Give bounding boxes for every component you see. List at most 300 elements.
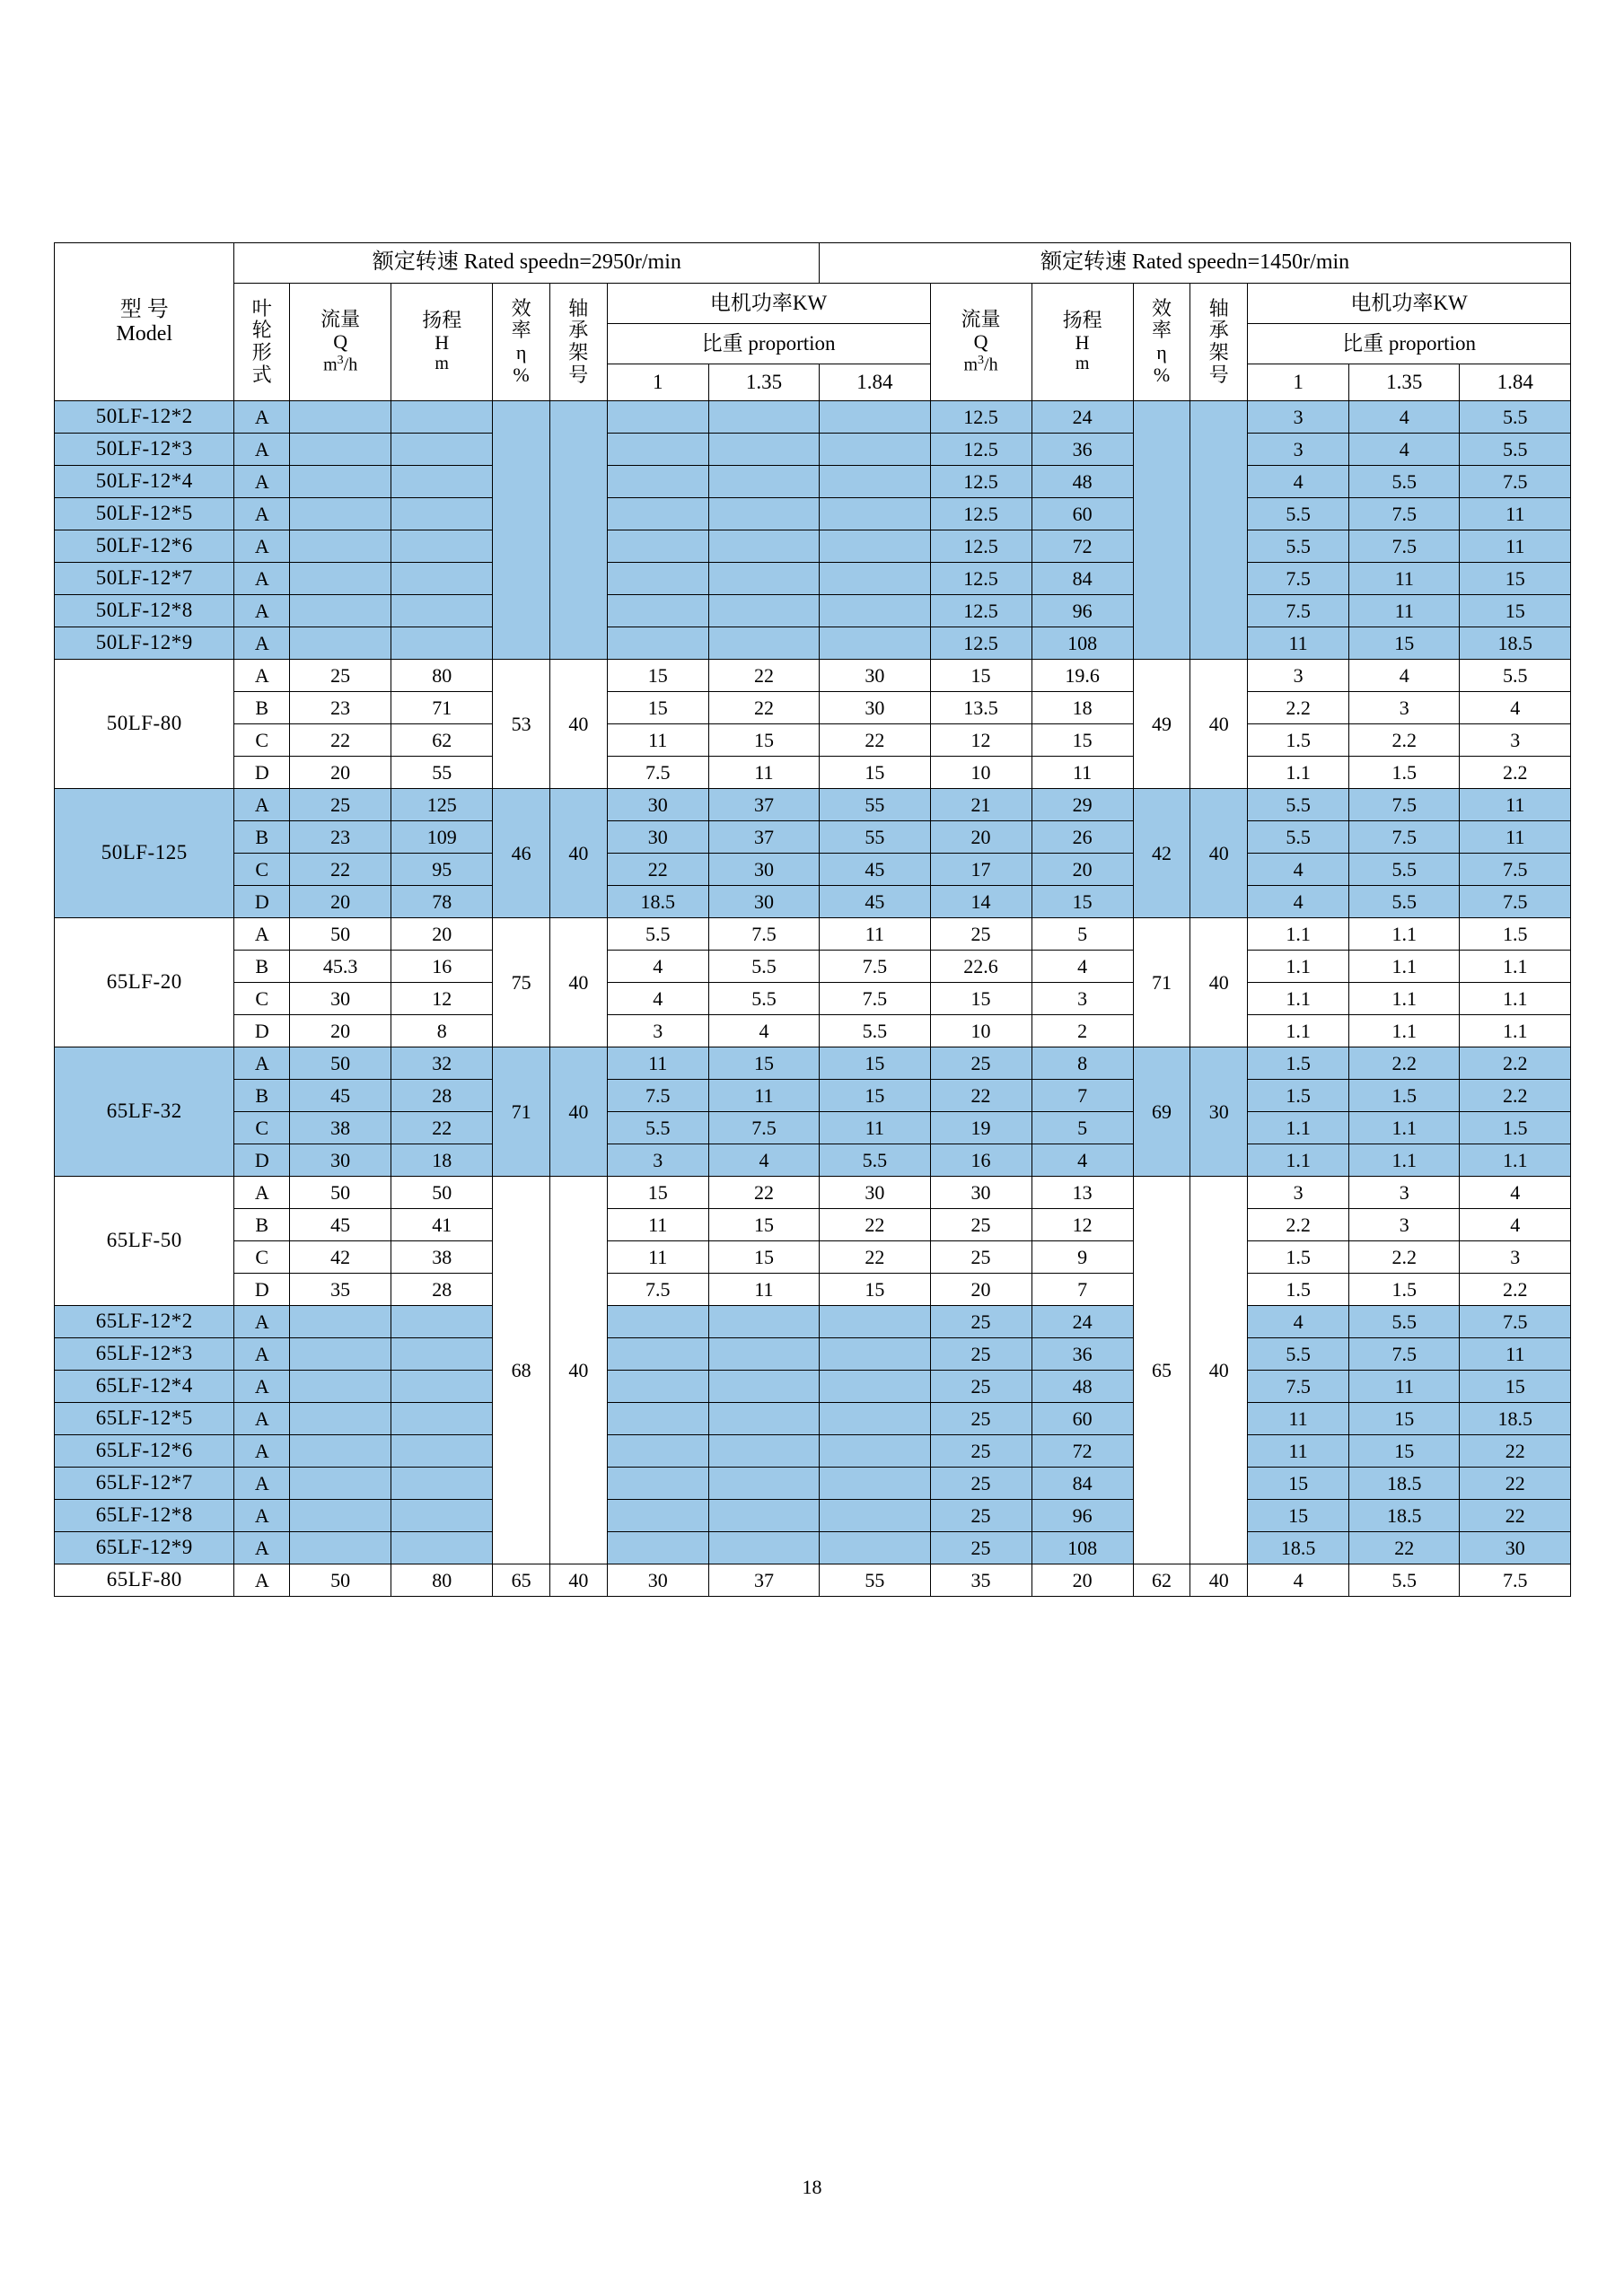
cell-bearing-2950-group: 40 [549,1177,607,1564]
cell-head-1450: 13 [1031,1177,1133,1209]
cell-head-1450: 108 [1031,627,1133,660]
header-bearing-1450: 轴 承 架 号 [1190,284,1248,401]
cell-model: 50LF-12*7 [55,563,234,595]
cell-impeller: A [234,1177,290,1209]
cell-head-1450: 36 [1031,1338,1133,1371]
header-model-en: Model [116,321,173,346]
cell-power-1450-184: 5.5 [1460,660,1571,692]
cell-power-1450-184: 7.5 [1460,466,1571,498]
cell-power-2950-1: 4 [607,951,708,983]
cell-head-1450: 2 [1031,1015,1133,1047]
table-row [55,757,1571,789]
cell-impeller: B [234,1209,290,1241]
cell-flow-2950 [290,401,391,434]
cell-flow-1450: 12.5 [930,434,1031,466]
cell-flow-2950 [290,530,391,563]
cell-head-1450: 15 [1031,724,1133,757]
cell-power-1450-184: 1.1 [1460,951,1571,983]
cell-head-1450: 24 [1031,1306,1133,1338]
cell-power-1450-1: 5.5 [1248,1338,1349,1371]
cell-power-1450-135: 5.5 [1349,1306,1460,1338]
cell-power-2950-184 [820,1306,930,1338]
cell-power-1450-135: 5.5 [1349,1564,1460,1597]
cell-impeller: A [234,1468,290,1500]
cell-flow-2950: 25 [290,660,391,692]
cell-head-2950 [391,1371,493,1403]
cell-flow-1450: 25 [930,1403,1031,1435]
cell-power-1450-184: 7.5 [1460,854,1571,886]
cell-power-2950-135 [708,401,819,434]
cell-head-2950: 16 [391,951,493,983]
cell-efficiency-1450: 62 [1133,1564,1190,1597]
table-row [55,724,1571,757]
cell-power-1450-135: 1.1 [1349,1112,1460,1144]
cell-power-2950-184 [820,1338,930,1371]
cell-power-2950-184: 30 [820,692,930,724]
cell-power-1450-184: 22 [1460,1468,1571,1500]
cell-impeller: A [234,1500,290,1532]
cell-head-2950: 22 [391,1112,493,1144]
cell-power-2950-135: 37 [708,1564,819,1597]
table-row [55,530,1571,563]
cell-head-2950 [391,1338,493,1371]
cell-power-2950-184 [820,401,930,434]
cell-power-1450-135: 5.5 [1349,886,1460,918]
cell-impeller: A [234,1306,290,1338]
cell-flow-1450: 12.5 [930,595,1031,627]
cell-power-1450-184: 30 [1460,1532,1571,1564]
cell-flow-2950: 25 [290,789,391,821]
cell-impeller: D [234,757,290,789]
table-row [55,692,1571,724]
cell-power-1450-184: 11 [1460,821,1571,854]
cell-power-2950-184: 5.5 [820,1144,930,1177]
cell-flow-1450: 25 [930,1371,1031,1403]
cell-impeller: A [234,563,290,595]
cell-flow-1450: 22 [930,1080,1031,1112]
cell-model: 50LF-12*8 [55,595,234,627]
cell-head-1450: 19.6 [1031,660,1133,692]
table-row [55,1532,1571,1564]
cell-flow-2950: 35 [290,1274,391,1306]
cell-power-2950-184: 7.5 [820,951,930,983]
cell-bearing-1450: 40 [1190,660,1248,789]
cell-impeller: B [234,1080,290,1112]
cell-flow-2950: 30 [290,983,391,1015]
cell-flow-1450: 13.5 [930,692,1031,724]
header-impeller-type: 叶 轮 形 式 [234,284,290,401]
cell-power-1450-135: 11 [1349,563,1460,595]
cell-impeller: B [234,951,290,983]
cell-power-2950-135: 37 [708,821,819,854]
cell-bearing-2950: 40 [549,918,607,1047]
cell-flow-2950 [290,563,391,595]
cell-power-2950-135 [708,1532,819,1564]
cell-impeller: A [234,660,290,692]
cell-power-1450-1: 3 [1248,660,1349,692]
cell-head-2950: 109 [391,821,493,854]
table-row [55,1306,1571,1338]
cell-impeller: A [234,789,290,821]
cell-power-2950-135: 22 [708,1177,819,1209]
cell-flow-1450: 25 [930,1500,1031,1532]
header-proportion-1450: 比重 proportion [1248,324,1571,364]
cell-model: 65LF-12*6 [55,1435,234,1468]
cell-power-2950-184: 5.5 [820,1015,930,1047]
cell-model: 65LF-12*8 [55,1500,234,1532]
cell-head-1450: 4 [1031,951,1133,983]
cell-power-1450-135: 2.2 [1349,724,1460,757]
cell-power-2950-1 [607,1338,708,1371]
cell-flow-1450: 17 [930,854,1031,886]
cell-head-1450: 60 [1031,1403,1133,1435]
cell-impeller: A [234,498,290,530]
cell-power-2950-184 [820,1435,930,1468]
cell-efficiency-2950: 71 [493,1047,550,1177]
cell-flow-1450: 25 [930,1468,1031,1500]
cell-power-2950-135: 4 [708,1015,819,1047]
cell-bearing-1450-group: 40 [1190,1177,1248,1564]
table-row [55,401,1571,434]
cell-efficiency-2950: 65 [493,1564,550,1597]
cell-power-2950-1: 3 [607,1015,708,1047]
cell-power-2950-1: 4 [607,983,708,1015]
cell-head-1450: 20 [1031,854,1133,886]
cell-power-1450-1: 15 [1248,1500,1349,1532]
cell-flow-2950 [290,434,391,466]
cell-efficiency-1450: 69 [1133,1047,1190,1177]
cell-flow-1450: 12.5 [930,498,1031,530]
cell-head-1450: 84 [1031,1468,1133,1500]
cell-power-2950-184: 45 [820,886,930,918]
cell-power-1450-184: 1.1 [1460,1144,1571,1177]
cell-flow-2950: 23 [290,692,391,724]
cell-power-2950-1: 22 [607,854,708,886]
cell-model: 50LF-80 [55,660,234,789]
cell-flow-2950: 22 [290,724,391,757]
cell-head-2950: 12 [391,983,493,1015]
cell-power-2950-135: 15 [708,724,819,757]
cell-power-1450-135: 15 [1349,627,1460,660]
cell-flow-1450: 14 [930,886,1031,918]
cell-power-2950-1: 30 [607,821,708,854]
cell-head-2950: 8 [391,1015,493,1047]
cell-power-2950-184: 30 [820,1177,930,1209]
table-row [55,1047,1571,1080]
cell-flow-1450: 12.5 [930,401,1031,434]
cell-flow-2950: 20 [290,1015,391,1047]
cell-head-2950: 32 [391,1047,493,1080]
cell-model: 50LF-12*5 [55,498,234,530]
cell-power-1450-184: 7.5 [1460,1306,1571,1338]
cell-power-2950-1 [607,627,708,660]
cell-power-1450-184: 3 [1460,1241,1571,1274]
cell-power-1450-184: 2.2 [1460,1080,1571,1112]
table-row [55,821,1571,854]
cell-power-1450-184: 15 [1460,563,1571,595]
cell-flow-2950 [290,1371,391,1403]
cell-flow-2950 [290,1532,391,1564]
table-row [55,1241,1571,1274]
cell-head-2950: 78 [391,886,493,918]
cell-impeller: C [234,1112,290,1144]
cell-head-1450: 5 [1031,918,1133,951]
table-row [55,1144,1571,1177]
cell-flow-1450: 10 [930,757,1031,789]
header-flow-1450: 流量 Q $m^3/h$ [930,284,1031,401]
cell-power-1450-135: 22 [1349,1532,1460,1564]
cell-power-2950-1 [607,434,708,466]
cell-power-1450-135: 3 [1349,692,1460,724]
cell-power-1450-1: 4 [1248,466,1349,498]
cell-head-1450: 20 [1031,1564,1133,1597]
cell-head-2950 [391,434,493,466]
cell-model: 50LF-12*3 [55,434,234,466]
cell-power-1450-135: 4 [1349,434,1460,466]
cell-power-1450-135: 2.2 [1349,1047,1460,1080]
cell-power-2950-184: 22 [820,1241,930,1274]
cell-model: 65LF-12*7 [55,1468,234,1500]
cell-head-2950 [391,627,493,660]
cell-power-2950-135 [708,1468,819,1500]
table-row [55,1015,1571,1047]
cell-power-1450-1: 11 [1248,627,1349,660]
cell-flow-2950: 50 [290,1047,391,1080]
cell-head-1450: 96 [1031,595,1133,627]
cell-model: 50LF-12*4 [55,466,234,498]
cell-power-1450-135: 1.1 [1349,1015,1460,1047]
cell-bearing-1450 [1190,401,1248,660]
header-prop-135-1450: 1.35 [1349,364,1460,401]
cell-power-2950-184 [820,1532,930,1564]
cell-power-2950-1 [607,1468,708,1500]
cell-bearing-2950: 40 [549,1564,607,1597]
cell-impeller: A [234,1564,290,1597]
cell-power-2950-184: 7.5 [820,983,930,1015]
cell-flow-1450: 25 [930,1306,1031,1338]
cell-power-1450-1: 11 [1248,1403,1349,1435]
cell-head-2950 [391,595,493,627]
cell-head-1450: 7 [1031,1274,1133,1306]
cell-efficiency-2950-group: 68 [493,1177,550,1564]
cell-head-2950: 28 [391,1080,493,1112]
cell-power-1450-184: 1.5 [1460,1112,1571,1144]
cell-power-1450-1: 1.1 [1248,757,1349,789]
cell-head-2950 [391,1500,493,1532]
cell-power-1450-135: 1.1 [1349,983,1460,1015]
cell-power-1450-135: 18.5 [1349,1468,1460,1500]
cell-impeller: D [234,1144,290,1177]
cell-model: 65LF-12*5 [55,1403,234,1435]
cell-head-2950 [391,1306,493,1338]
cell-power-1450-1: 1.1 [1248,918,1349,951]
cell-power-2950-135 [708,1435,819,1468]
cell-flow-1450: 25 [930,1338,1031,1371]
table-row [55,466,1571,498]
cell-power-2950-135: 15 [708,1241,819,1274]
cell-power-1450-135: 11 [1349,1371,1460,1403]
cell-impeller: C [234,983,290,1015]
header-head-2950: 扬程 H m [391,284,493,401]
cell-power-2950-1: 11 [607,1241,708,1274]
cell-power-1450-135: 1.1 [1349,1144,1460,1177]
cell-flow-2950: 45 [290,1080,391,1112]
cell-bearing-2950 [549,401,607,660]
table-row [55,1435,1571,1468]
cell-head-1450: 60 [1031,498,1133,530]
cell-power-1450-1: 1.1 [1248,983,1349,1015]
cell-flow-1450: 20 [930,1274,1031,1306]
cell-head-1450: 12 [1031,1209,1133,1241]
cell-power-2950-135: 15 [708,1047,819,1080]
cell-power-1450-135: 1.1 [1349,918,1460,951]
cell-power-1450-184: 2.2 [1460,757,1571,789]
cell-power-1450-1: 7.5 [1248,595,1349,627]
cell-bearing-2950: 40 [549,789,607,918]
cell-flow-1450: 25 [930,918,1031,951]
cell-head-1450: 108 [1031,1532,1133,1564]
cell-head-2950: 80 [391,660,493,692]
cell-flow-2950 [290,1338,391,1371]
cell-power-1450-1: 2.2 [1248,692,1349,724]
cell-power-2950-1: 15 [607,692,708,724]
cell-power-2950-135 [708,1500,819,1532]
cell-power-2950-1 [607,401,708,434]
cell-impeller: A [234,434,290,466]
cell-power-2950-184: 30 [820,660,930,692]
cell-flow-1450: 10 [930,1015,1031,1047]
cell-power-2950-1: 11 [607,724,708,757]
cell-power-1450-184: 4 [1460,1209,1571,1241]
cell-model: 65LF-50 [55,1177,234,1306]
cell-power-2950-135: 30 [708,886,819,918]
cell-head-1450: 11 [1031,757,1133,789]
cell-flow-1450: 25 [930,1047,1031,1080]
cell-power-1450-1: 4 [1248,886,1349,918]
cell-power-1450-1: 1.5 [1248,1241,1349,1274]
header-motor-power-2950: 电机功率KW [607,284,930,324]
cell-power-2950-135 [708,627,819,660]
cell-power-1450-1: 3 [1248,434,1349,466]
cell-model: 50LF-125 [55,789,234,918]
cell-power-2950-1: 18.5 [607,886,708,918]
cell-power-1450-184: 11 [1460,789,1571,821]
cell-head-2950: 50 [391,1177,493,1209]
cell-head-1450: 96 [1031,1500,1133,1532]
cell-power-2950-184 [820,530,930,563]
cell-power-2950-184 [820,627,930,660]
cell-power-2950-1: 5.5 [607,918,708,951]
table-row [55,1209,1571,1241]
cell-power-1450-1: 11 [1248,1435,1349,1468]
cell-power-2950-184 [820,466,930,498]
cell-power-1450-184: 18.5 [1460,1403,1571,1435]
cell-power-2950-184: 22 [820,1209,930,1241]
cell-model: 50LF-12*6 [55,530,234,563]
header-prop-184-1450: 1.84 [1460,364,1571,401]
cell-power-2950-1: 15 [607,660,708,692]
cell-head-2950: 38 [391,1241,493,1274]
cell-power-2950-135: 37 [708,789,819,821]
cell-power-2950-135: 5.5 [708,983,819,1015]
cell-efficiency-2950 [493,401,550,660]
cell-power-1450-1: 1.1 [1248,1015,1349,1047]
cell-power-1450-135: 15 [1349,1435,1460,1468]
table-row [55,1468,1571,1500]
cell-power-1450-1: 15 [1248,1468,1349,1500]
cell-power-2950-184: 22 [820,724,930,757]
cell-power-2950-1 [607,1403,708,1435]
cell-flow-2950 [290,466,391,498]
table-row [55,983,1571,1015]
cell-head-2950 [391,401,493,434]
cell-power-2950-135 [708,466,819,498]
cell-model: 65LF-80 [55,1564,234,1597]
cell-power-1450-184: 7.5 [1460,1564,1571,1597]
cell-power-2950-1: 5.5 [607,1112,708,1144]
cell-power-2950-135 [708,434,819,466]
cell-power-2950-184 [820,1468,930,1500]
cell-power-1450-135: 7.5 [1349,1338,1460,1371]
header-speed-2950: 额定转速 Rated speedn=2950r/min [234,243,820,284]
cell-model: 65LF-20 [55,918,234,1047]
cell-power-1450-184: 2.2 [1460,1047,1571,1080]
cell-head-2950: 20 [391,918,493,951]
cell-power-1450-135: 11 [1349,595,1460,627]
cell-power-1450-184: 7.5 [1460,886,1571,918]
table-row [55,1564,1571,1597]
cell-power-1450-135: 4 [1349,401,1460,434]
table-row [55,1112,1571,1144]
cell-power-2950-1 [607,1306,708,1338]
cell-power-1450-135: 7.5 [1349,498,1460,530]
cell-bearing-1450: 30 [1190,1047,1248,1177]
cell-head-2950 [391,1532,493,1564]
cell-power-2950-184: 45 [820,854,930,886]
cell-power-2950-184: 11 [820,918,930,951]
table-row [55,563,1571,595]
cell-efficiency-1450: 71 [1133,918,1190,1047]
cell-flow-1450: 20 [930,821,1031,854]
cell-model: 65LF-12*3 [55,1338,234,1371]
cell-head-2950 [391,498,493,530]
cell-power-2950-135 [708,1371,819,1403]
cell-power-1450-184: 5.5 [1460,434,1571,466]
cell-impeller: D [234,1274,290,1306]
header-flow-2950: 流量 Q $m^3/h$ [290,284,391,401]
cell-power-2950-184: 11 [820,1112,930,1144]
cell-power-2950-1 [607,563,708,595]
table-header [55,243,1571,401]
table-row [55,595,1571,627]
cell-model: 65LF-12*2 [55,1306,234,1338]
table-row [55,1500,1571,1532]
cell-flow-2950: 45.3 [290,951,391,983]
table-row [55,854,1571,886]
cell-efficiency-2950: 53 [493,660,550,789]
header-proportion-2950: 比重 proportion [607,324,930,364]
cell-impeller: A [234,1435,290,1468]
cell-flow-2950: 50 [290,918,391,951]
cell-flow-1450: 16 [930,1144,1031,1177]
cell-head-1450: 72 [1031,530,1133,563]
table-row [55,1177,1571,1209]
cell-head-2950 [391,563,493,595]
cell-power-2950-135 [708,498,819,530]
table-row [55,1403,1571,1435]
table-row [55,434,1571,466]
cell-flow-1450: 15 [930,983,1031,1015]
